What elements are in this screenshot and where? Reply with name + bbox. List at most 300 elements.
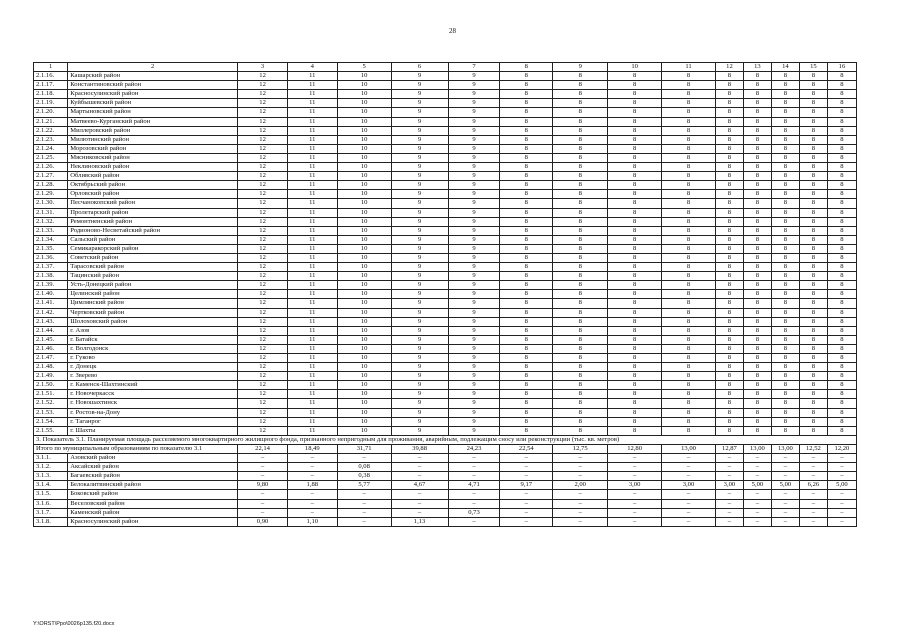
- value-cell: 8: [553, 390, 608, 399]
- value-cell: –: [500, 454, 553, 463]
- value-cell: 8: [771, 235, 799, 244]
- value-cell: 8: [662, 99, 716, 108]
- row-name: Мартыновский район: [68, 108, 238, 117]
- value-cell: 8: [827, 99, 856, 108]
- value-cell: 8: [827, 90, 856, 99]
- value-cell: –: [743, 517, 771, 526]
- value-cell: 8: [662, 153, 716, 162]
- value-cell: 8: [743, 144, 771, 153]
- value-cell: 8: [799, 326, 827, 335]
- value-cell: 8: [553, 354, 608, 363]
- value-cell: 11: [287, 408, 337, 417]
- value-cell: 8: [500, 126, 553, 135]
- row-code: 3.1.3.: [34, 472, 68, 481]
- value-cell: 8: [553, 99, 608, 108]
- row-code: 2.1.35.: [34, 244, 68, 253]
- value-cell: 8: [608, 108, 662, 117]
- value-cell: 8: [608, 190, 662, 199]
- value-cell: 12: [238, 390, 288, 399]
- value-cell: 11: [287, 381, 337, 390]
- row-name: Сальский район: [68, 235, 238, 244]
- value-cell: 8: [799, 117, 827, 126]
- value-cell: 10: [337, 181, 391, 190]
- table-row: [34, 390, 857, 399]
- value-cell: 8: [743, 381, 771, 390]
- value-cell: –: [287, 490, 337, 499]
- value-cell: 11: [287, 426, 337, 435]
- row-code: 2.1.45.: [34, 335, 68, 344]
- value-cell: –: [662, 472, 716, 481]
- value-cell: –: [771, 490, 799, 499]
- value-cell: 12: [238, 363, 288, 372]
- value-cell: –: [662, 517, 716, 526]
- value-cell: 10: [337, 326, 391, 335]
- value-cell: 8: [500, 217, 553, 226]
- value-cell: 8: [715, 263, 743, 272]
- value-cell: 12: [238, 163, 288, 172]
- row-code: 3.1.8.: [34, 517, 68, 526]
- value-cell: 8: [827, 108, 856, 117]
- value-cell: 8: [608, 181, 662, 190]
- value-cell: 8: [715, 290, 743, 299]
- row-code: 2.1.31.: [34, 208, 68, 217]
- value-cell: 8: [799, 272, 827, 281]
- total-value: 13,00: [743, 444, 771, 453]
- value-cell: 8: [827, 208, 856, 217]
- value-cell: 8: [500, 363, 553, 372]
- value-cell: 8: [662, 72, 716, 81]
- value-cell: 12: [238, 272, 288, 281]
- row-code: 2.1.17.: [34, 81, 68, 90]
- value-cell: 10: [337, 199, 391, 208]
- column-number: 13: [743, 63, 771, 72]
- value-cell: 8: [715, 144, 743, 153]
- value-cell: 10: [337, 135, 391, 144]
- value-cell: –: [337, 454, 391, 463]
- value-cell: 9: [391, 263, 448, 272]
- value-cell: 8: [553, 181, 608, 190]
- table-row: [34, 499, 857, 508]
- value-cell: 8: [608, 90, 662, 99]
- column-number: 9: [553, 63, 608, 72]
- value-cell: –: [391, 499, 448, 508]
- table-row: [34, 144, 857, 153]
- value-cell: 8: [827, 181, 856, 190]
- value-cell: 8: [799, 263, 827, 272]
- value-cell: 9: [391, 153, 448, 162]
- value-cell: 8: [608, 117, 662, 126]
- value-cell: 8: [662, 381, 716, 390]
- value-cell: 8: [771, 272, 799, 281]
- value-cell: 8: [743, 244, 771, 253]
- value-cell: –: [337, 490, 391, 499]
- value-cell: –: [608, 463, 662, 472]
- row-code: 2.1.39.: [34, 281, 68, 290]
- value-cell: 8: [715, 308, 743, 317]
- table-row: [34, 490, 857, 499]
- value-cell: 8: [715, 108, 743, 117]
- value-cell: 10: [337, 308, 391, 317]
- value-cell: 8: [771, 144, 799, 153]
- value-cell: 8: [553, 190, 608, 199]
- value-cell: 8: [715, 208, 743, 217]
- value-cell: 8: [799, 281, 827, 290]
- value-cell: 8: [662, 390, 716, 399]
- value-cell: 9,80: [238, 481, 288, 490]
- value-cell: –: [771, 454, 799, 463]
- value-cell: 9,17: [500, 481, 553, 490]
- value-cell: 8: [827, 235, 856, 244]
- value-cell: 8: [799, 163, 827, 172]
- value-cell: 8: [662, 308, 716, 317]
- value-cell: 11: [287, 72, 337, 81]
- value-cell: 9: [448, 399, 500, 408]
- value-cell: 8: [553, 417, 608, 426]
- value-cell: –: [608, 499, 662, 508]
- value-cell: 8: [500, 408, 553, 417]
- value-cell: 8: [827, 317, 856, 326]
- value-cell: 8: [827, 172, 856, 181]
- row-code: 2.1.38.: [34, 272, 68, 281]
- row-name: Шолоховский район: [68, 317, 238, 326]
- value-cell: 8: [553, 244, 608, 253]
- value-cell: –: [287, 454, 337, 463]
- value-cell: 8: [662, 417, 716, 426]
- table-row: [34, 281, 857, 290]
- row-name: Песчанокопский район: [68, 199, 238, 208]
- row-code: 2.1.52.: [34, 399, 68, 408]
- value-cell: –: [771, 463, 799, 472]
- value-cell: 8: [743, 208, 771, 217]
- value-cell: 12: [238, 263, 288, 272]
- value-cell: 8: [608, 208, 662, 217]
- value-cell: 8: [799, 126, 827, 135]
- value-cell: 9: [448, 408, 500, 417]
- value-cell: 8: [771, 417, 799, 426]
- value-cell: 8: [553, 290, 608, 299]
- value-cell: 11: [287, 317, 337, 326]
- row-name: Боковский район: [68, 490, 238, 499]
- value-cell: 8: [827, 381, 856, 390]
- value-cell: 8: [553, 72, 608, 81]
- value-cell: –: [553, 499, 608, 508]
- value-cell: –: [448, 517, 500, 526]
- value-cell: 11: [287, 372, 337, 381]
- value-cell: 2,00: [553, 481, 608, 490]
- value-cell: –: [715, 508, 743, 517]
- value-cell: 8: [827, 272, 856, 281]
- value-cell: 11: [287, 326, 337, 335]
- value-cell: 8: [827, 135, 856, 144]
- value-cell: 9: [448, 308, 500, 317]
- value-cell: 8: [799, 335, 827, 344]
- row-name: Обливский район: [68, 172, 238, 181]
- value-cell: 8: [608, 226, 662, 235]
- value-cell: –: [827, 454, 856, 463]
- value-cell: 8: [771, 381, 799, 390]
- row-code: 2.1.54.: [34, 417, 68, 426]
- value-cell: 9: [448, 363, 500, 372]
- value-cell: 8: [608, 290, 662, 299]
- row-name: Чертковский район: [68, 308, 238, 317]
- value-cell: 8: [771, 90, 799, 99]
- value-cell: 12: [238, 244, 288, 253]
- value-cell: 11: [287, 163, 337, 172]
- value-cell: 8: [715, 172, 743, 181]
- value-cell: –: [500, 508, 553, 517]
- value-cell: 8: [771, 108, 799, 117]
- value-cell: 8: [715, 363, 743, 372]
- value-cell: 8: [743, 217, 771, 226]
- value-cell: 10: [337, 281, 391, 290]
- value-cell: –: [608, 508, 662, 517]
- value-cell: 11: [287, 399, 337, 408]
- value-cell: 9: [391, 354, 448, 363]
- value-cell: 8: [771, 326, 799, 335]
- row-code: 2.1.47.: [34, 354, 68, 363]
- value-cell: 12: [238, 299, 288, 308]
- value-cell: 8: [743, 135, 771, 144]
- value-cell: 9: [391, 299, 448, 308]
- value-cell: 8: [827, 426, 856, 435]
- table-row: [34, 90, 857, 99]
- value-cell: 1,13: [391, 517, 448, 526]
- value-cell: 8: [715, 135, 743, 144]
- value-cell: 8: [799, 235, 827, 244]
- table-row: [34, 517, 857, 526]
- value-cell: 11: [287, 335, 337, 344]
- value-cell: 8: [500, 190, 553, 199]
- value-cell: 12: [238, 417, 288, 426]
- value-cell: –: [662, 454, 716, 463]
- value-cell: 8: [662, 226, 716, 235]
- column-number: 4: [287, 63, 337, 72]
- row-code: 2.1.19.: [34, 99, 68, 108]
- value-cell: 10: [337, 372, 391, 381]
- column-number: 15: [799, 63, 827, 72]
- value-cell: 11: [287, 172, 337, 181]
- value-cell: 8: [827, 326, 856, 335]
- table-row: [34, 472, 857, 481]
- total-value: 39,88: [391, 444, 448, 453]
- value-cell: 8: [715, 235, 743, 244]
- value-cell: 8: [553, 217, 608, 226]
- value-cell: 8: [771, 117, 799, 126]
- row-name: Орловский район: [68, 190, 238, 199]
- value-cell: –: [743, 499, 771, 508]
- value-cell: 8: [743, 163, 771, 172]
- value-cell: 11: [287, 281, 337, 290]
- value-cell: 8: [799, 417, 827, 426]
- value-cell: 9: [391, 90, 448, 99]
- row-name: г. Зверево: [68, 372, 238, 381]
- value-cell: 8: [743, 81, 771, 90]
- value-cell: –: [391, 490, 448, 499]
- value-cell: 8: [743, 417, 771, 426]
- value-cell: 11: [287, 417, 337, 426]
- value-cell: –: [799, 472, 827, 481]
- value-cell: 8: [553, 335, 608, 344]
- value-cell: 8: [743, 172, 771, 181]
- value-cell: 9: [448, 244, 500, 253]
- value-cell: –: [771, 472, 799, 481]
- value-cell: 9: [448, 272, 500, 281]
- value-cell: 8: [743, 272, 771, 281]
- value-cell: 12: [238, 90, 288, 99]
- value-cell: 8: [608, 172, 662, 181]
- value-cell: 10: [337, 399, 391, 408]
- value-cell: 9: [448, 226, 500, 235]
- value-cell: 12: [238, 181, 288, 190]
- value-cell: 8: [743, 335, 771, 344]
- column-number: 1: [34, 63, 68, 72]
- total-value: 18,49: [287, 444, 337, 453]
- value-cell: 8: [500, 317, 553, 326]
- table-row: [34, 153, 857, 162]
- row-code: 2.1.23.: [34, 135, 68, 144]
- value-cell: –: [743, 472, 771, 481]
- value-cell: 8: [608, 326, 662, 335]
- value-cell: –: [500, 463, 553, 472]
- value-cell: 8: [799, 172, 827, 181]
- value-cell: 12: [238, 253, 288, 262]
- table-row: [34, 290, 857, 299]
- value-cell: –: [391, 454, 448, 463]
- table-row: [34, 381, 857, 390]
- value-cell: 8: [771, 72, 799, 81]
- value-cell: 11: [287, 99, 337, 108]
- total-value: 13,00: [771, 444, 799, 453]
- value-cell: 9: [448, 163, 500, 172]
- value-cell: 8: [799, 181, 827, 190]
- value-cell: 9: [448, 235, 500, 244]
- value-cell: 12: [238, 235, 288, 244]
- value-cell: 9: [391, 199, 448, 208]
- value-cell: 11: [287, 90, 337, 99]
- row-code: 2.1.49.: [34, 372, 68, 381]
- value-cell: 12: [238, 344, 288, 353]
- value-cell: 11: [287, 235, 337, 244]
- value-cell: 5,00: [771, 481, 799, 490]
- value-cell: 9: [448, 81, 500, 90]
- value-cell: 8: [827, 153, 856, 162]
- table-row: [34, 208, 857, 217]
- value-cell: 11: [287, 144, 337, 153]
- value-cell: 8: [662, 408, 716, 417]
- section-row: [34, 435, 857, 444]
- value-cell: 8: [799, 190, 827, 199]
- value-cell: 8: [799, 308, 827, 317]
- value-cell: 9: [391, 226, 448, 235]
- value-cell: 8: [743, 181, 771, 190]
- value-cell: –: [500, 499, 553, 508]
- value-cell: 10: [337, 299, 391, 308]
- row-code: 2.1.30.: [34, 199, 68, 208]
- row-code: 2.1.32.: [34, 217, 68, 226]
- value-cell: 8: [553, 263, 608, 272]
- value-cell: 8: [608, 426, 662, 435]
- value-cell: 8: [500, 272, 553, 281]
- table-row: [34, 117, 857, 126]
- value-cell: 9: [391, 417, 448, 426]
- row-code: 2.1.53.: [34, 408, 68, 417]
- value-cell: 11: [287, 344, 337, 353]
- value-cell: 8: [608, 244, 662, 253]
- value-cell: 8: [743, 372, 771, 381]
- row-name: г. Каменск-Шахтинский: [68, 381, 238, 390]
- value-cell: –: [662, 508, 716, 517]
- value-cell: 10: [337, 335, 391, 344]
- value-cell: –: [715, 517, 743, 526]
- column-number: 6: [391, 63, 448, 72]
- value-cell: 8: [662, 135, 716, 144]
- value-cell: –: [827, 517, 856, 526]
- value-cell: 12: [238, 354, 288, 363]
- row-name: Белокалитвинский район: [68, 481, 238, 490]
- value-cell: 8: [799, 344, 827, 353]
- value-cell: 12: [238, 199, 288, 208]
- value-cell: 8: [715, 99, 743, 108]
- value-cell: 10: [337, 417, 391, 426]
- value-cell: 8: [743, 326, 771, 335]
- value-cell: 8: [827, 354, 856, 363]
- value-cell: 8: [662, 108, 716, 117]
- table-row: [34, 190, 857, 199]
- value-cell: 8: [553, 81, 608, 90]
- value-cell: 8: [662, 199, 716, 208]
- value-cell: 8: [715, 390, 743, 399]
- value-cell: 9: [448, 72, 500, 81]
- value-cell: 8: [500, 90, 553, 99]
- table-row: [34, 99, 857, 108]
- value-cell: 8: [500, 263, 553, 272]
- row-name: Кашарский район: [68, 72, 238, 81]
- value-cell: 8: [827, 308, 856, 317]
- value-cell: –: [827, 490, 856, 499]
- row-name: Багаевский район: [68, 472, 238, 481]
- value-cell: 8: [553, 144, 608, 153]
- value-cell: –: [337, 517, 391, 526]
- value-cell: 8: [743, 126, 771, 135]
- row-code: 2.1.41.: [34, 299, 68, 308]
- row-code: 2.1.22.: [34, 126, 68, 135]
- value-cell: –: [391, 463, 448, 472]
- value-cell: 8: [500, 253, 553, 262]
- value-cell: –: [608, 490, 662, 499]
- value-cell: 11: [287, 153, 337, 162]
- value-cell: 8: [608, 153, 662, 162]
- value-cell: 10: [337, 317, 391, 326]
- value-cell: 8: [715, 299, 743, 308]
- value-cell: 9: [448, 417, 500, 426]
- value-cell: 8: [662, 326, 716, 335]
- value-cell: –: [827, 472, 856, 481]
- row-name: Ремонтненский район: [68, 217, 238, 226]
- value-cell: 10: [337, 217, 391, 226]
- value-cell: 8: [500, 135, 553, 144]
- row-name: Цимлянский район: [68, 299, 238, 308]
- value-cell: –: [448, 490, 500, 499]
- value-cell: 8: [500, 181, 553, 190]
- value-cell: 8: [827, 299, 856, 308]
- value-cell: 12: [238, 317, 288, 326]
- value-cell: 8: [827, 417, 856, 426]
- value-cell: 9: [448, 181, 500, 190]
- value-cell: 12: [238, 72, 288, 81]
- row-name: г. Новошахтинск: [68, 399, 238, 408]
- table-row: [34, 81, 857, 90]
- value-cell: 8: [827, 372, 856, 381]
